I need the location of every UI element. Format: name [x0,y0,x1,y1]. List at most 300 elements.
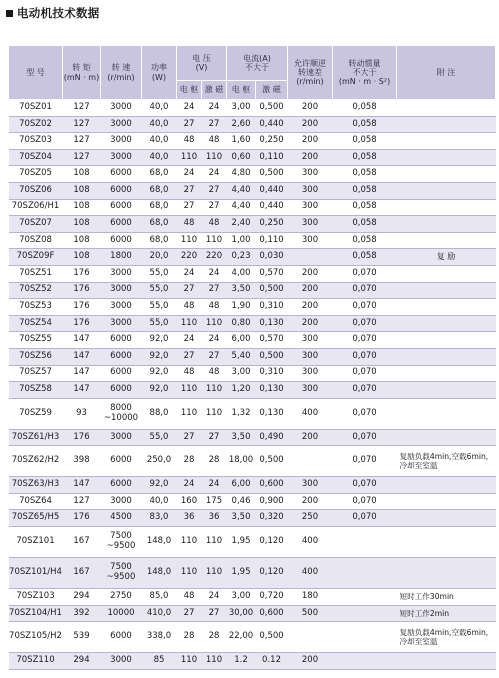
cell-note [397,133,496,150]
cell-voltage-armature: 110 [177,398,202,429]
cell-note [397,510,496,527]
cell-current-armature: 22,00 [227,622,256,653]
cell-current-armature: 0,80 [227,315,256,332]
cell-torque: 147 [63,348,101,365]
cell-current-armature: 2,40 [227,216,256,233]
cell-speed-difference: 180 [288,589,333,606]
cell-power: 68,0 [142,166,177,183]
cell-current-armature: 18,00 [227,446,256,477]
cell-power: 40,0 [142,133,177,150]
cell-voltage-excitation: 27 [202,116,227,133]
header-inertia: 转动惯量 不大于 (mN · m · S²) [333,46,397,100]
cell-voltage-excitation: 24 [202,589,227,606]
cell-torque: 127 [63,133,101,150]
cell-voltage-armature: 27 [177,429,202,446]
cell-speed: 3000 [101,282,142,299]
cell-current-excitation: 0,250 [256,216,288,233]
cell-inertia: 0,058 [333,199,397,216]
cell-note [397,365,496,382]
cell-power: 40,0 [142,493,177,510]
cell-inertia [333,605,397,622]
cell-voltage-excitation: 27 [202,605,227,622]
cell-current-excitation: 0,130 [256,382,288,399]
cell-inertia [333,527,397,558]
cell-current-armature: 0,60 [227,149,256,166]
cell-model: 70SZ04 [9,149,63,166]
cell-power: 68,0 [142,216,177,233]
cell-power: 55,0 [142,282,177,299]
cell-voltage-excitation: 110 [202,315,227,332]
cell-current-excitation: 0,490 [256,429,288,446]
cell-speed-difference: 200 [288,265,333,282]
cell-current-excitation: 0,500 [256,446,288,477]
cell-speed-difference: 400 [288,527,333,558]
cell-torque: 176 [63,510,101,527]
cell-voltage-excitation: 48 [202,133,227,150]
cell-speed-difference: 300 [288,382,333,399]
cell-speed-difference: 300 [288,182,333,199]
table-row [9,493,496,510]
cell-model: 70SZ105/H2 [9,622,63,653]
table-row [9,622,496,653]
header-current-armature: 电 枢 [227,81,256,100]
cell-voltage-excitation: 110 [202,382,227,399]
cell-speed: 6000 [101,382,142,399]
cell-note [397,477,496,494]
cell-current-excitation: 0,440 [256,116,288,133]
cell-current-armature: 1,20 [227,382,256,399]
cell-current-excitation: 0,570 [256,265,288,282]
cell-inertia [333,558,397,589]
cell-inertia: 0,058 [333,216,397,233]
table-row [9,365,496,382]
cell-voltage-excitation: 48 [202,216,227,233]
table-row [9,446,496,477]
cell-speed-difference: 300 [288,216,333,233]
cell-current-armature: 2,60 [227,116,256,133]
cell-speed-difference: 200 [288,116,333,133]
cell-speed: 3000 [101,149,142,166]
header-current-excitation: 激 磁 [256,81,288,100]
cell-voltage-armature: 24 [177,332,202,349]
cell-current-armature: 3,50 [227,282,256,299]
cell-torque: 108 [63,249,101,266]
cell-voltage-excitation: 27 [202,282,227,299]
cell-speed: 6000 [101,182,142,199]
cell-current-excitation: 0,130 [256,315,288,332]
table-row [9,116,496,133]
cell-note: 复励负载4min,空载6min,冷却至室温 [397,446,496,477]
cell-voltage-excitation: 24 [202,166,227,183]
cell-current-excitation: 0,250 [256,133,288,150]
cell-speed: 6000 [101,232,142,249]
table-row [9,477,496,494]
cell-inertia: 0,070 [333,446,397,477]
cell-voltage-armature: 110 [177,315,202,332]
header-torque: 转 矩 (mN · m) [63,46,101,100]
cell-speed: 3000 [101,299,142,316]
cell-current-excitation: 0,500 [256,166,288,183]
cell-note [397,398,496,429]
cell-voltage-armature: 110 [177,527,202,558]
cell-speed: 6000 [101,477,142,494]
table-row [9,398,496,429]
table-row [9,558,496,589]
cell-note [397,182,496,199]
speed-range-end: ~9500 [106,541,136,552]
cell-voltage-excitation: 27 [202,348,227,365]
cell-voltage-armature: 27 [177,182,202,199]
cell-torque: 108 [63,199,101,216]
cell-note [397,348,496,365]
cell-model: 70SZ104/H1 [9,605,63,622]
table-row [9,382,496,399]
cell-current-armature: 5,40 [227,348,256,365]
cell-note [397,493,496,510]
cell-note [397,382,496,399]
table-row [9,510,496,527]
table-row [9,429,496,446]
cell-note [397,265,496,282]
cell-current-armature: 4,00 [227,265,256,282]
cell-speed-difference: 250 [288,510,333,527]
table-row [9,299,496,316]
table-row [9,232,496,249]
cell-voltage-excitation: 110 [202,149,227,166]
cell-current-excitation: 0,720 [256,589,288,606]
cell-torque: 93 [63,398,101,429]
cell-speed-difference: 300 [288,477,333,494]
cell-power: 68,0 [142,182,177,199]
table-row [9,332,496,349]
cell-current-armature: 4,80 [227,166,256,183]
cell-model: 70SZ01 [9,100,63,117]
cell-voltage-armature: 48 [177,365,202,382]
header-note: 附 注 [397,46,496,100]
cell-torque: 539 [63,622,101,653]
cell-voltage-armature: 36 [177,510,202,527]
cell-current-excitation: 0,500 [256,100,288,117]
cell-voltage-excitation: 220 [202,249,227,266]
header-power: 功率 (W) [142,46,177,100]
cell-speed-difference: 200 [288,315,333,332]
cell-power: 55,0 [142,315,177,332]
cell-power: 85 [142,653,177,670]
cell-current-excitation: 0,900 [256,493,288,510]
cell-current-excitation: 0,030 [256,249,288,266]
cell-power: 40,0 [142,100,177,117]
table-row [9,265,496,282]
cell-inertia: 0,058 [333,166,397,183]
cell-voltage-excitation: 110 [202,527,227,558]
cell-voltage-armature: 24 [177,477,202,494]
table-row [9,605,496,622]
cell-model: 70SZ110 [9,653,63,670]
table-row [9,166,496,183]
cell-current-excitation: 0,110 [256,149,288,166]
cell-voltage-armature: 48 [177,589,202,606]
cell-current-armature: 1,60 [227,133,256,150]
cell-inertia: 0,070 [333,282,397,299]
cell-voltage-excitation: 110 [202,232,227,249]
cell-current-armature: 3,00 [227,589,256,606]
cell-speed-difference: 200 [288,100,333,117]
cell-current-armature: 1.2 [227,653,256,670]
cell-current-armature: 1,95 [227,558,256,589]
cell-note [397,558,496,589]
cell-note: 复励负载4min,空载6min,冷却至室温 [397,622,496,653]
cell-model: 70SZ06/H1 [9,199,63,216]
cell-current-armature: 4,40 [227,182,256,199]
table-row [9,653,496,670]
cell-torque: 176 [63,299,101,316]
cell-inertia: 0,070 [333,332,397,349]
cell-model: 70SZ62/H2 [9,446,63,477]
cell-speed: 3000 [101,653,142,670]
cell-speed-difference: 300 [288,365,333,382]
cell-note [397,527,496,558]
cell-voltage-armature: 110 [177,653,202,670]
cell-model: 70SZ59 [9,398,63,429]
cell-voltage-armature: 24 [177,166,202,183]
cell-current-armature: 4,40 [227,199,256,216]
table-row [9,249,496,266]
cell-power: 85,0 [142,589,177,606]
cell-inertia: 0,070 [333,382,397,399]
cell-current-armature: 6,00 [227,477,256,494]
cell-current-excitation: 0,310 [256,299,288,316]
cell-voltage-excitation: 27 [202,182,227,199]
page-header [6,5,100,21]
cell-speed: 3000 [101,116,142,133]
cell-power: 92,0 [142,348,177,365]
cell-inertia [333,653,397,670]
cell-model: 70SZ51 [9,265,63,282]
cell-voltage-excitation: 28 [202,622,227,653]
cell-speed-difference: 300 [288,166,333,183]
cell-note [397,232,496,249]
cell-note [397,216,496,233]
cell-current-excitation: 0,500 [256,282,288,299]
cell-note: 复 励 [397,249,496,266]
cell-voltage-excitation: 48 [202,299,227,316]
header-voltage-armature: 电 枢 [177,81,202,100]
cell-inertia: 0,070 [333,510,397,527]
cell-torque: 147 [63,332,101,349]
cell-speed-difference: 400 [288,558,333,589]
cell-torque: 127 [63,493,101,510]
page-title: 电动机技术数据 [17,6,100,20]
cell-current-excitation: 0,570 [256,332,288,349]
cell-current-excitation: 0,120 [256,558,288,589]
table-row [9,589,496,606]
cell-power: 338,0 [142,622,177,653]
table-row [9,315,496,332]
cell-power: 68,0 [142,199,177,216]
cell-current-excitation: 0,320 [256,510,288,527]
speed-value: 7500 [110,531,132,542]
cell-model: 70SZ09F [9,249,63,266]
cell-current-armature: 1,32 [227,398,256,429]
cell-voltage-excitation: 175 [202,493,227,510]
cell-speed: 6000 [101,622,142,653]
cell-voltage-excitation: 24 [202,100,227,117]
cell-power: 148,0 [142,558,177,589]
cell-current-armature: 3,50 [227,510,256,527]
cell-power: 20,0 [142,249,177,266]
cell-inertia: 0,070 [333,299,397,316]
square-bullet-icon [6,10,13,17]
cell-speed: 3000 [101,133,142,150]
cell-current-armature: 1,00 [227,232,256,249]
cell-speed-difference: 200 [288,429,333,446]
cell-model: 70SZ57 [9,365,63,382]
cell-current-excitation: 0,120 [256,527,288,558]
header-voltage-excitation: 激 磁 [202,81,227,100]
cell-speed: 3000 [101,493,142,510]
cell-power: 92,0 [142,332,177,349]
cell-current-excitation: 0,110 [256,232,288,249]
cell-speed-difference: 200 [288,282,333,299]
cell-model: 70SZ06 [9,182,63,199]
cell-voltage-armature: 24 [177,100,202,117]
cell-model: 70SZ58 [9,382,63,399]
cell-torque: 108 [63,166,101,183]
cell-model: 70SZ03 [9,133,63,150]
cell-model: 70SZ55 [9,332,63,349]
cell-speed: 6000 [101,216,142,233]
cell-speed: 6000 [101,332,142,349]
header-current: 电流(A) 不大于 [227,46,288,81]
cell-voltage-excitation: 24 [202,332,227,349]
cell-current-armature: 0,23 [227,249,256,266]
cell-model: 70SZ101/H4 [9,558,63,589]
cell-torque: 294 [63,589,101,606]
cell-speed: 2750 [101,589,142,606]
cell-model: 70SZ101 [9,527,63,558]
cell-inertia: 0,058 [333,116,397,133]
cell-inertia: 0,070 [333,429,397,446]
cell-voltage-armature: 28 [177,446,202,477]
cell-current-excitation: 0.12 [256,653,288,670]
cell-current-excitation: 0,130 [256,398,288,429]
cell-power: 55,0 [142,265,177,282]
table-row [9,282,496,299]
cell-torque: 398 [63,446,101,477]
cell-power: 410,0 [142,605,177,622]
cell-note [397,315,496,332]
cell-power: 55,0 [142,299,177,316]
cell-speed-difference: 200 [288,133,333,150]
cell-voltage-armature: 160 [177,493,202,510]
cell-torque: 176 [63,282,101,299]
cell-power: 148,0 [142,527,177,558]
cell-speed-difference: 400 [288,398,333,429]
cell-note [397,653,496,670]
cell-speed-difference: 300 [288,199,333,216]
cell-speed: 4500 [101,510,142,527]
cell-model: 70SZ54 [9,315,63,332]
speed-range-end: ~9500 [106,572,136,583]
cell-note [397,149,496,166]
cell-torque: 147 [63,365,101,382]
cell-speed [101,398,142,429]
cell-voltage-excitation: 110 [202,398,227,429]
cell-inertia: 0,070 [333,398,397,429]
cell-note [397,100,496,117]
cell-power: 83,0 [142,510,177,527]
speed-value: 7500 [110,562,132,573]
cell-note [397,299,496,316]
cell-voltage-armature: 27 [177,199,202,216]
cell-current-excitation: 0,310 [256,365,288,382]
cell-voltage-excitation: 27 [202,429,227,446]
cell-note [397,116,496,133]
cell-inertia [333,622,397,653]
cell-voltage-armature: 27 [177,282,202,299]
table-row [9,216,496,233]
speed-range-end: ~10000 [103,412,139,423]
cell-torque: 108 [63,232,101,249]
cell-inertia: 0,070 [333,493,397,510]
cell-speed-difference: 300 [288,232,333,249]
cell-speed-difference: 200 [288,299,333,316]
cell-speed: 3000 [101,100,142,117]
cell-model: 70SZ05 [9,166,63,183]
cell-power: 92,0 [142,382,177,399]
cell-inertia [333,589,397,606]
header-speed: 转 速 (r/min) [101,46,142,100]
cell-current-excitation: 0,600 [256,605,288,622]
cell-note: 短时工作30min [397,589,496,606]
cell-model: 70SZ02 [9,116,63,133]
cell-inertia: 0,070 [333,365,397,382]
table-body [9,100,496,670]
cell-speed-difference [288,446,333,477]
cell-current-armature: 0,46 [227,493,256,510]
cell-voltage-armature: 110 [177,149,202,166]
cell-speed: 3000 [101,429,142,446]
cell-model: 70SZ08 [9,232,63,249]
cell-current-armature: 3,00 [227,100,256,117]
cell-torque: 167 [63,558,101,589]
cell-speed: 6000 [101,166,142,183]
cell-model: 70SZ65/H5 [9,510,63,527]
cell-torque: 108 [63,216,101,233]
cell-voltage-armature: 48 [177,216,202,233]
cell-voltage-excitation: 24 [202,477,227,494]
cell-model: 70SZ53 [9,299,63,316]
cell-speed: 3000 [101,315,142,332]
cell-speed-difference: 500 [288,605,333,622]
cell-inertia: 0,058 [333,149,397,166]
cell-voltage-armature: 24 [177,265,202,282]
cell-torque: 127 [63,116,101,133]
cell-speed-difference: 200 [288,653,333,670]
cell-inertia: 0,070 [333,315,397,332]
cell-torque: 147 [63,477,101,494]
cell-torque: 167 [63,527,101,558]
table-row [9,348,496,365]
cell-power: 40,0 [142,149,177,166]
cell-voltage-excitation: 110 [202,558,227,589]
cell-voltage-armature: 27 [177,605,202,622]
cell-voltage-excitation: 28 [202,446,227,477]
cell-voltage-excitation: 24 [202,265,227,282]
cell-power: 55,0 [142,429,177,446]
cell-inertia: 0,058 [333,232,397,249]
cell-speed-difference: 300 [288,348,333,365]
